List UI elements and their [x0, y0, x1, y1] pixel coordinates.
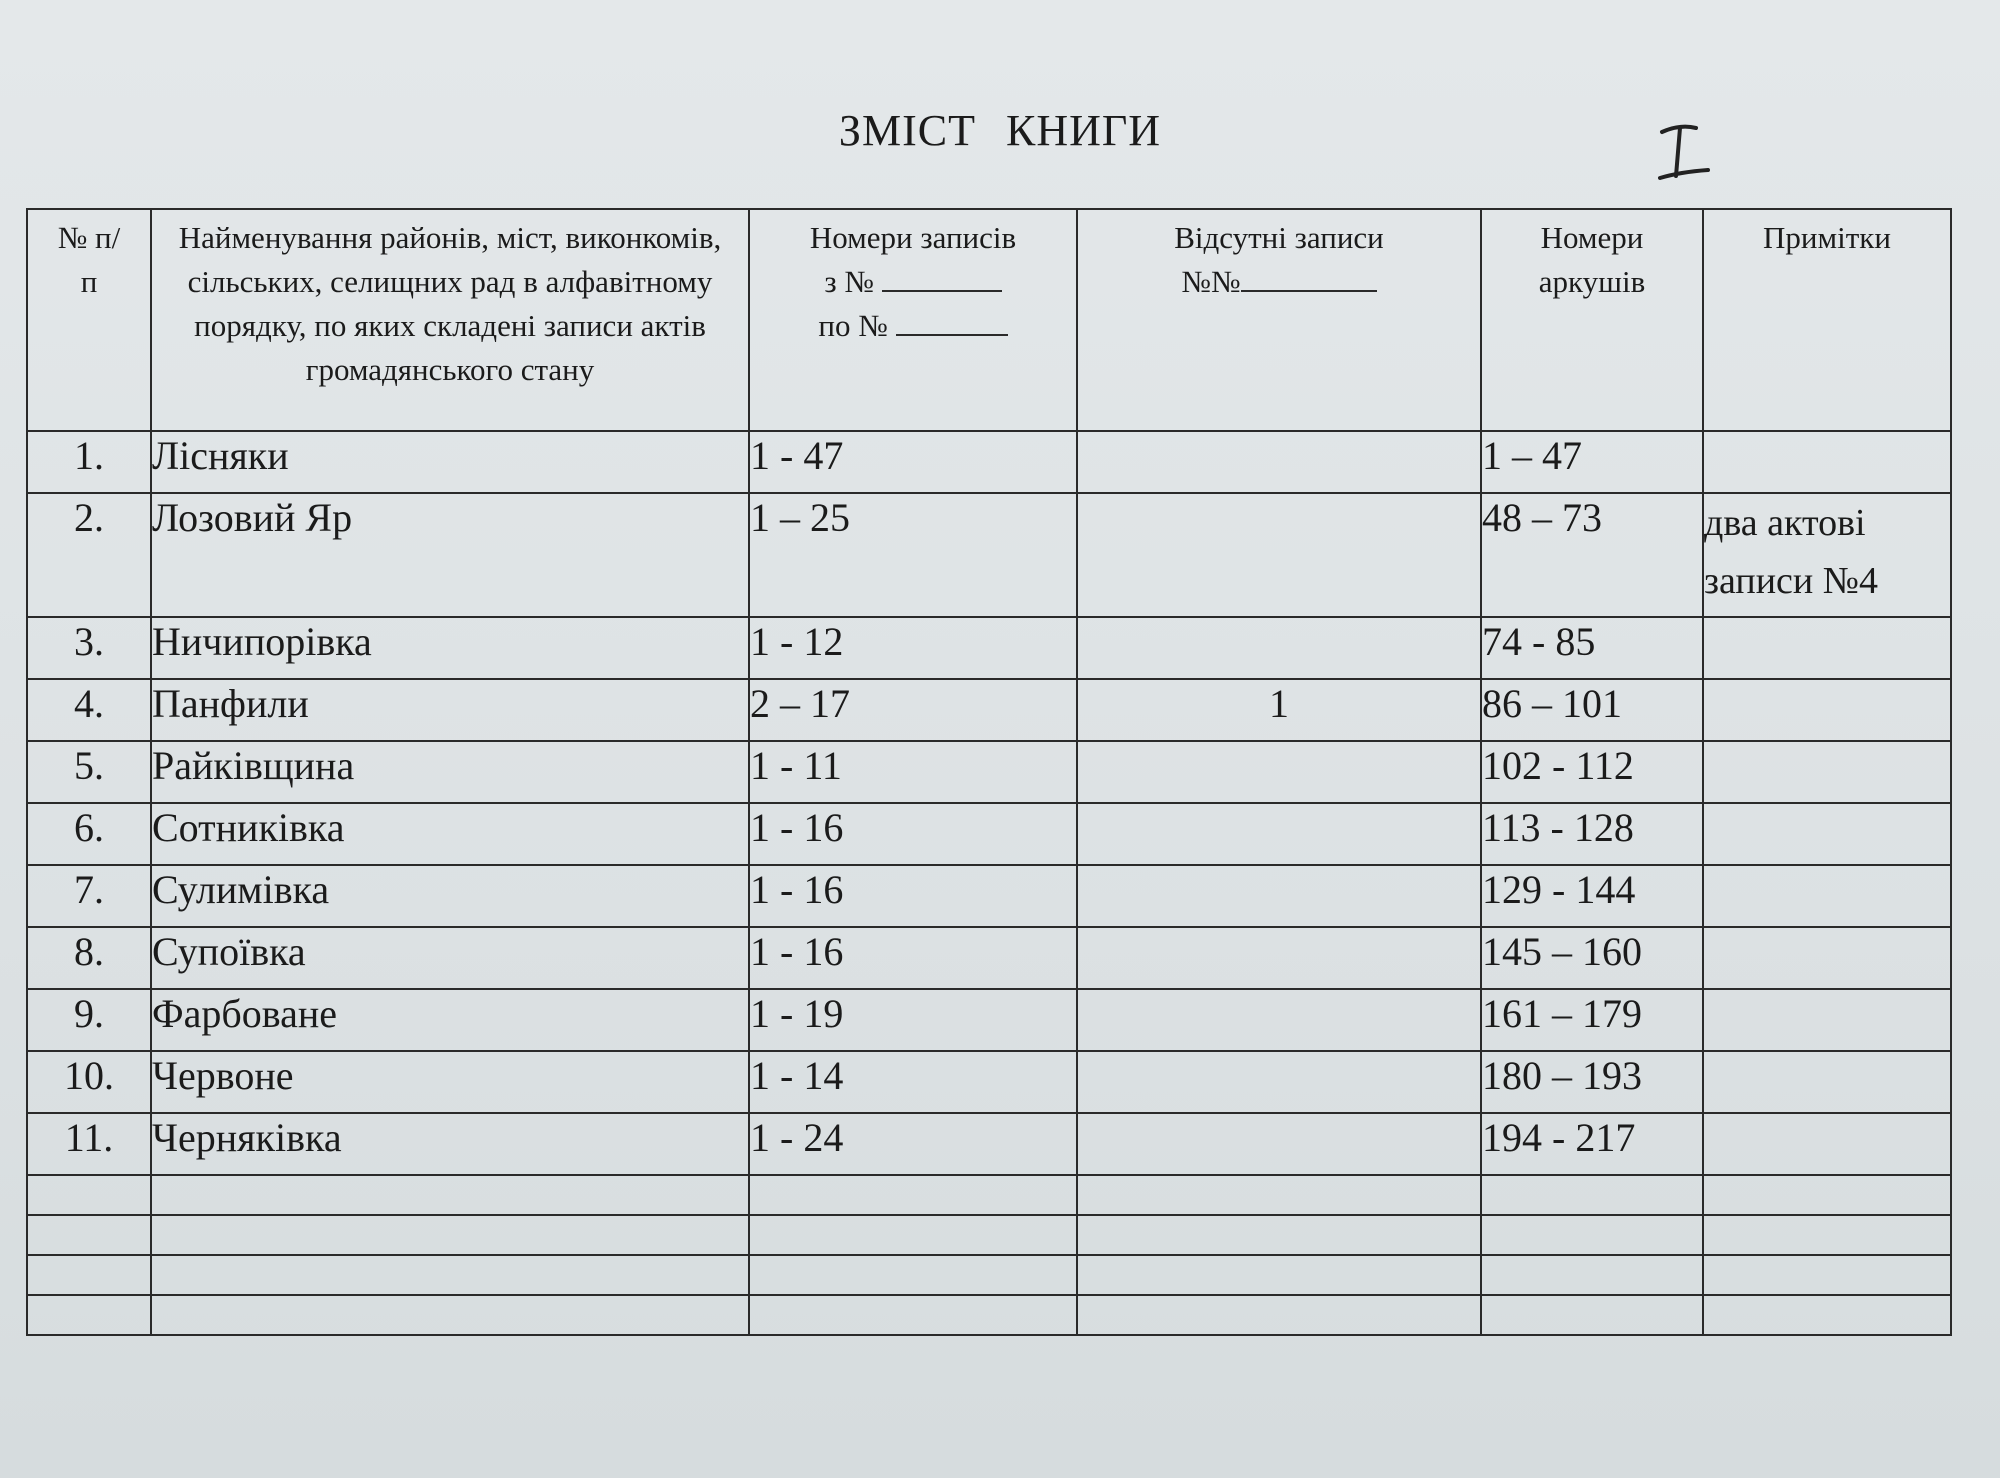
- empty-table-row: [27, 1175, 1951, 1215]
- row-record-range: 1 - 19: [749, 989, 1077, 1051]
- row-number: 3.: [27, 617, 151, 679]
- row-sheet-range: 161 – 179: [1481, 989, 1703, 1051]
- row-council-name: Сулимівка: [151, 865, 749, 927]
- empty-cell: [749, 1255, 1077, 1295]
- header-missing: [1077, 209, 1481, 431]
- empty-cell: [1703, 1215, 1951, 1255]
- row-missing-records: 1: [1077, 679, 1481, 741]
- row-record-range: 1 - 12: [749, 617, 1077, 679]
- row-number: 5.: [27, 741, 151, 803]
- row-council-name: Лісняки: [151, 431, 749, 493]
- row-number: 1.: [27, 431, 151, 493]
- empty-cell: [151, 1255, 749, 1295]
- row-number: 4.: [27, 679, 151, 741]
- row-council-name: Черняківка: [151, 1113, 749, 1175]
- row-council-name: Панфили: [151, 679, 749, 741]
- empty-cell: [1703, 1255, 1951, 1295]
- row-sheet-range: 129 - 144: [1481, 865, 1703, 927]
- header-records-to: [750, 304, 1076, 348]
- empty-cell: [27, 1295, 151, 1335]
- empty-cell: [27, 1175, 151, 1215]
- row-number: 7.: [27, 865, 151, 927]
- header-name-label: Найменування районів, міст, виконкомів, сільських, селищних рад в алфавітному порядку, по яких складені записи актів громадянського стану: [178, 220, 722, 387]
- empty-cell: [27, 1255, 151, 1295]
- row-missing-records: [1077, 493, 1481, 617]
- empty-cell: [151, 1215, 749, 1255]
- row-number: 2.: [27, 493, 151, 617]
- table-row: [27, 927, 1951, 989]
- row-notes: [1703, 1113, 1951, 1175]
- table-header-row: [27, 209, 1951, 431]
- row-sheet-range: 180 – 193: [1481, 1051, 1703, 1113]
- row-notes: [1703, 989, 1951, 1051]
- row-council-name: Лозовий Яр: [151, 493, 749, 617]
- row-missing-records: [1077, 741, 1481, 803]
- header-sheets: [1481, 209, 1703, 431]
- header-missing-numbers: [1078, 260, 1480, 304]
- records-to-blank: [896, 334, 1008, 336]
- empty-cell: [1481, 1255, 1703, 1295]
- empty-table-row: [27, 1215, 1951, 1255]
- table-row: [27, 431, 1951, 493]
- row-sheet-range: 102 - 112: [1481, 741, 1703, 803]
- row-number: 10.: [27, 1051, 151, 1113]
- empty-table-row: [27, 1295, 1951, 1335]
- row-missing-records: [1077, 617, 1481, 679]
- row-missing-records: [1077, 989, 1481, 1051]
- row-sheet-range: 48 – 73: [1481, 493, 1703, 617]
- row-record-range: 1 - 11: [749, 741, 1077, 803]
- row-notes: [1703, 741, 1951, 803]
- header-missing-prefix: №№: [1181, 264, 1241, 299]
- empty-cell: [1481, 1175, 1703, 1215]
- row-notes: [1703, 927, 1951, 989]
- row-number: 6.: [27, 803, 151, 865]
- empty-cell: [749, 1295, 1077, 1335]
- table-row: [27, 1113, 1951, 1175]
- row-record-range: 1 - 16: [749, 865, 1077, 927]
- row-notes: два актові записи №4: [1703, 493, 1951, 617]
- table-row: [27, 493, 1951, 617]
- row-notes: [1703, 679, 1951, 741]
- row-number: 8.: [27, 927, 151, 989]
- header-number: [27, 209, 151, 431]
- table-row: [27, 803, 1951, 865]
- header-records-from-label: з №: [824, 264, 874, 299]
- contents-table: [26, 208, 1952, 1336]
- table-row: [27, 865, 1951, 927]
- empty-cell: [1481, 1215, 1703, 1255]
- empty-cell: [1077, 1175, 1481, 1215]
- row-council-name: Фарбоване: [151, 989, 749, 1051]
- empty-cell: [1481, 1295, 1703, 1335]
- row-missing-records: [1077, 803, 1481, 865]
- row-number: 11.: [27, 1113, 151, 1175]
- empty-cell: [1077, 1295, 1481, 1335]
- empty-cell: [1703, 1295, 1951, 1335]
- header-number-label: № п/п: [57, 220, 121, 299]
- header-notes-label: Примітки: [1763, 220, 1891, 255]
- header-records-from: [750, 260, 1076, 304]
- empty-cell: [749, 1215, 1077, 1255]
- row-missing-records: [1077, 865, 1481, 927]
- table-row: [27, 679, 1951, 741]
- row-record-range: 1 - 14: [749, 1051, 1077, 1113]
- table-row: [27, 741, 1951, 803]
- row-council-name: Ничипорівка: [151, 617, 749, 679]
- header-name: [151, 209, 749, 431]
- records-from-blank: [882, 290, 1002, 292]
- row-record-range: 1 – 25: [749, 493, 1077, 617]
- row-record-range: 1 - 16: [749, 803, 1077, 865]
- row-sheet-range: 1 – 47: [1481, 431, 1703, 493]
- handwritten-roman-one-icon: [1650, 118, 1720, 188]
- row-missing-records: [1077, 431, 1481, 493]
- empty-cell: [151, 1175, 749, 1215]
- empty-cell: [1077, 1215, 1481, 1255]
- empty-table-row: [27, 1255, 1951, 1295]
- row-notes: [1703, 803, 1951, 865]
- empty-cell: [151, 1295, 749, 1335]
- empty-cell: [1077, 1255, 1481, 1295]
- missing-blank: [1241, 290, 1377, 292]
- row-number: 9.: [27, 989, 151, 1051]
- row-sheet-range: 113 - 128: [1481, 803, 1703, 865]
- row-notes: [1703, 865, 1951, 927]
- row-record-range: 1 - 47: [749, 431, 1077, 493]
- row-sheet-range: 86 – 101: [1481, 679, 1703, 741]
- row-record-range: 1 - 16: [749, 927, 1077, 989]
- header-records: [749, 209, 1077, 431]
- row-record-range: 1 - 24: [749, 1113, 1077, 1175]
- row-record-range: 2 – 17: [749, 679, 1077, 741]
- row-council-name: Червоне: [151, 1051, 749, 1113]
- row-missing-records: [1077, 1113, 1481, 1175]
- header-records-to-label: по №: [818, 308, 888, 343]
- row-council-name: Супоївка: [151, 927, 749, 989]
- row-missing-records: [1077, 1051, 1481, 1113]
- handwritten-volume-mark: [1650, 118, 1720, 193]
- header-notes: [1703, 209, 1951, 431]
- row-sheet-range: 194 - 217: [1481, 1113, 1703, 1175]
- table-row: [27, 1051, 1951, 1113]
- header-sheets-label: Номери аркушів: [1538, 220, 1646, 299]
- row-council-name: Сотниківка: [151, 803, 749, 865]
- row-sheet-range: 145 – 160: [1481, 927, 1703, 989]
- table-row: [27, 617, 1951, 679]
- empty-cell: [1703, 1175, 1951, 1215]
- row-notes: [1703, 617, 1951, 679]
- row-sheet-range: 74 - 85: [1481, 617, 1703, 679]
- row-notes: [1703, 1051, 1951, 1113]
- header-records-label: Номери записів: [809, 220, 1017, 255]
- row-missing-records: [1077, 927, 1481, 989]
- row-notes: [1703, 431, 1951, 493]
- empty-cell: [27, 1215, 151, 1255]
- empty-cell: [749, 1175, 1077, 1215]
- header-missing-label: Відсутні записи: [1174, 220, 1384, 255]
- table-row: [27, 989, 1951, 1051]
- page-title: ЗМІСТ КНИГИ: [838, 106, 1162, 155]
- row-council-name: Райківщина: [151, 741, 749, 803]
